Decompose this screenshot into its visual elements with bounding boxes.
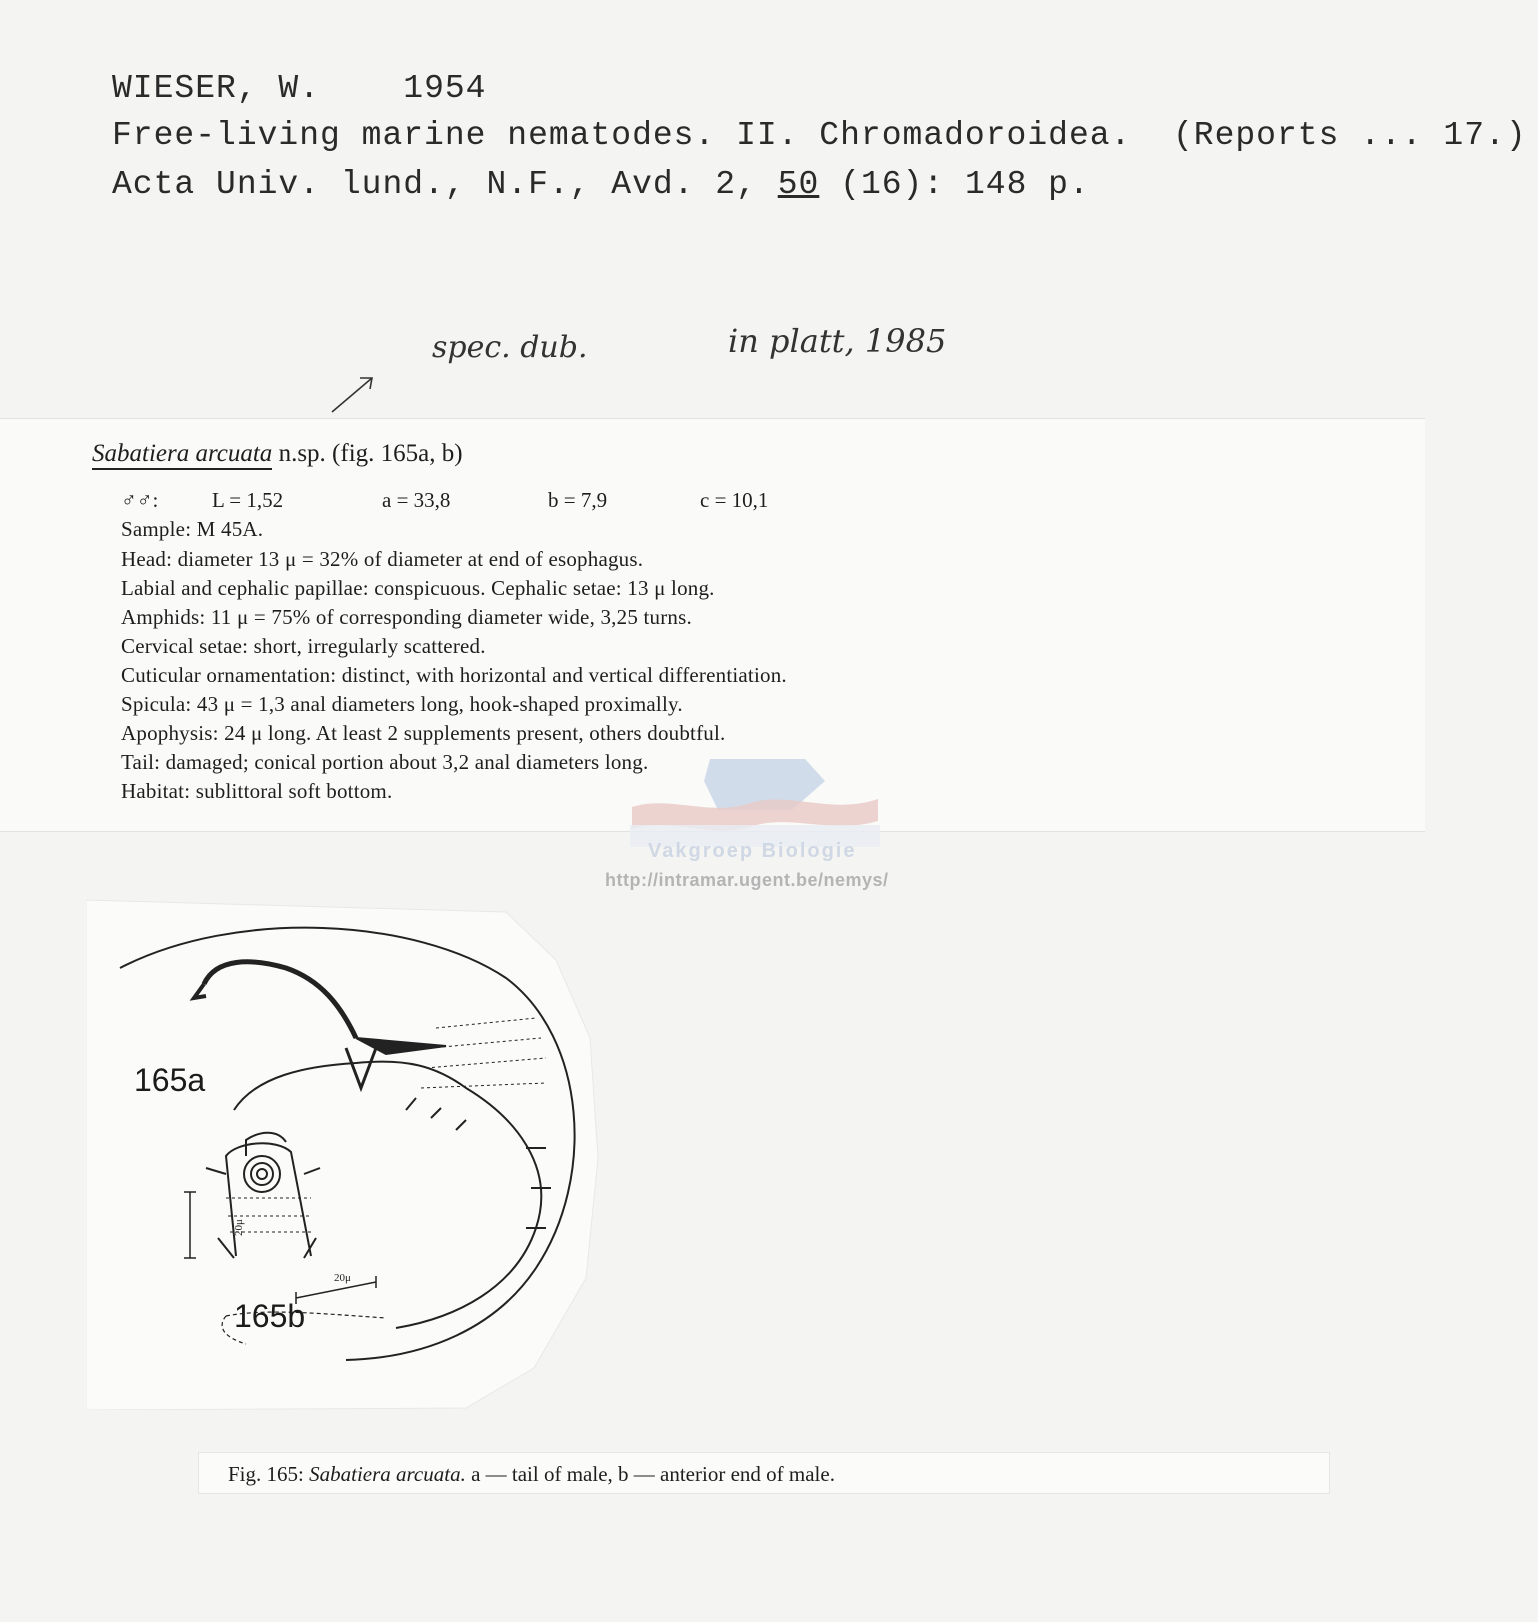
caption-prefix: Fig. 165:: [228, 1462, 304, 1486]
desc-spicula: Spicula: 43 μ = 1,3 anal diameters long, hook-shaped proximally.: [121, 692, 683, 716]
measure-males: ♂♂:: [121, 488, 159, 512]
caption-species: Sabatiera arcuata.: [309, 1462, 466, 1486]
caption-text: a — tail of male, b — anterior end of male.: [471, 1462, 835, 1486]
watermark-logo: [630, 755, 880, 847]
species-heading: [92, 440, 463, 468]
volume: 50: [777, 166, 820, 203]
figure-165: [86, 898, 606, 1410]
annotation-spec-dub: spec. dub.: [432, 330, 588, 365]
measure-c: c = 10,1: [700, 488, 769, 512]
header-line-3: [112, 166, 1090, 203]
measure-b: b = 7,9: [548, 488, 608, 512]
measure-L: L = 1,52: [212, 488, 284, 512]
scale-label-b-vertical: 20μ: [233, 1219, 245, 1236]
figure-caption: [228, 1462, 835, 1487]
desc-tail: Tail: damaged; conical portion about 3,2 anal diameters long.: [121, 750, 649, 774]
desc-amphids: Amphids: 11 μ = 75% of corresponding diameter wide, 3,25 turns.: [121, 605, 692, 629]
scale-label-b-horizontal: 20μ: [334, 1272, 351, 1284]
desc-cuticular: Cuticular ornamentation: distinct, with horizontal and vertical differentiation.: [121, 663, 787, 687]
pages: (16): 148 p.: [840, 166, 1090, 203]
arrow-icon: [320, 372, 380, 417]
figure-label-a: 165a: [134, 1062, 206, 1098]
species-name: Sabatiera arcuata: [92, 440, 272, 470]
watermark-text: Vakgroep Biologie: [648, 840, 857, 862]
desc-cervical: Cervical setae: short, irregularly scattered.: [121, 634, 486, 658]
series: (Reports ... 17.): [1172, 117, 1527, 154]
desc-papillae: Labial and cephalic papillae: conspicuous. Cephalic setae: 13 μ long.: [121, 576, 715, 600]
journal: Acta Univ. lund., N.F., Avd. 2,: [112, 166, 757, 203]
desc-head: Head: diameter 13 μ = 32% of diameter at end of esophagus.: [121, 547, 644, 571]
desc-sample: Sample: M 45A.: [121, 517, 264, 541]
header-line-2: [112, 117, 1527, 154]
year: 1954: [403, 70, 487, 107]
desc-habitat: Habitat: sublittoral soft bottom.: [121, 779, 393, 803]
watermark-url: http://intramar.ugent.be/nemys/: [605, 870, 889, 890]
figure-label-b: 165b: [234, 1298, 306, 1334]
annotation-in-platt: in platt, 1985: [728, 322, 947, 360]
measure-a: a = 33,8: [382, 488, 451, 512]
species-suffix: n.sp. (fig. 165a, b): [278, 440, 463, 467]
author: WIESER, W.: [112, 70, 321, 107]
header-line-1: [112, 70, 486, 107]
desc-apophysis: Apophysis: 24 μ long. At least 2 supplements present, others doubtful.: [121, 721, 726, 745]
publication-title: Free-living marine nematodes. II. Chromadoroidea.: [112, 117, 1132, 154]
